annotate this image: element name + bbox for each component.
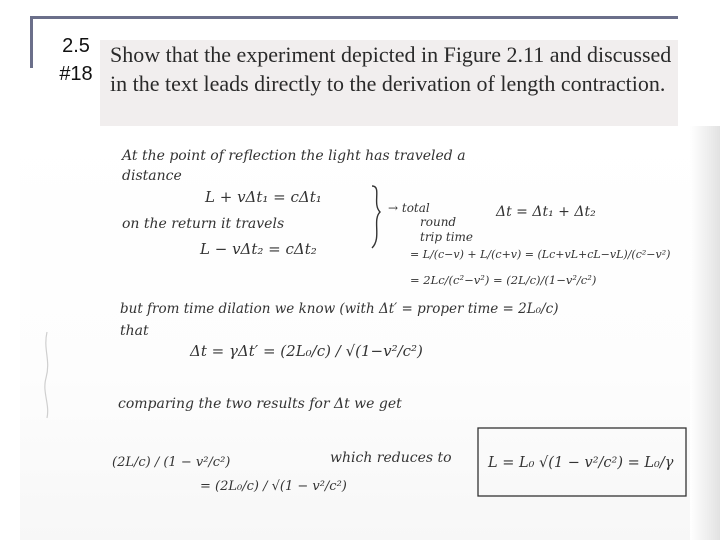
notes-line-1: At the point of reflection the light has traveled a (122, 148, 466, 164)
equation-return: L − vΔt₂ = cΔt₂ (200, 240, 317, 258)
notes-line-2: distance (122, 168, 182, 184)
equation-compare-right: = (2L₀/c) / √(1 − v²/c²) (200, 479, 347, 494)
equation-time-dilation: Δt = γΔt′ = (2L₀/c) / √(1−v²/c²) (190, 342, 423, 360)
notes-line-3: on the return it travels (122, 216, 285, 232)
notes-line-7: which reduces to (330, 450, 452, 466)
brace-note-round: round (420, 215, 457, 229)
equation-compare-left: (2L/c) / (1 − v²/c²) (112, 455, 231, 470)
total-time-step-2: = 2Lc/(c²−v²) = (2L/c)/(1−v²/c²) (410, 273, 597, 287)
brace-note-total: → total (388, 201, 430, 215)
notes-line-6: comparing the two results for Δt we get (118, 396, 402, 412)
total-time-step-1: = L/(c−v) + L/(c+v) = (Lc+vL+cL−vL)/(c²−v²) (410, 248, 671, 261)
problem-number: #18 (59, 63, 93, 85)
notes-line-4: but from time dilation we know (with Δt′ = proper time = 2L₀/c) (120, 301, 559, 317)
notes-line-5: that (120, 323, 149, 339)
brace-note-trip-time: trip time (420, 230, 474, 244)
total-time-equation: Δt = Δt₁ + Δt₂ (496, 204, 596, 220)
final-result: L = L₀ √(1 − v²/c²) = L₀/γ (488, 455, 674, 471)
section-number: 2.5 (62, 35, 90, 57)
problem-statement: Show that the experiment depicted in Figure 2.11 and discussed in the text leads directly to the derivation of length contraction. (110, 42, 672, 96)
curly-brace (372, 186, 380, 248)
equation-outbound: L + vΔt₁ = cΔt₁ (205, 188, 322, 206)
